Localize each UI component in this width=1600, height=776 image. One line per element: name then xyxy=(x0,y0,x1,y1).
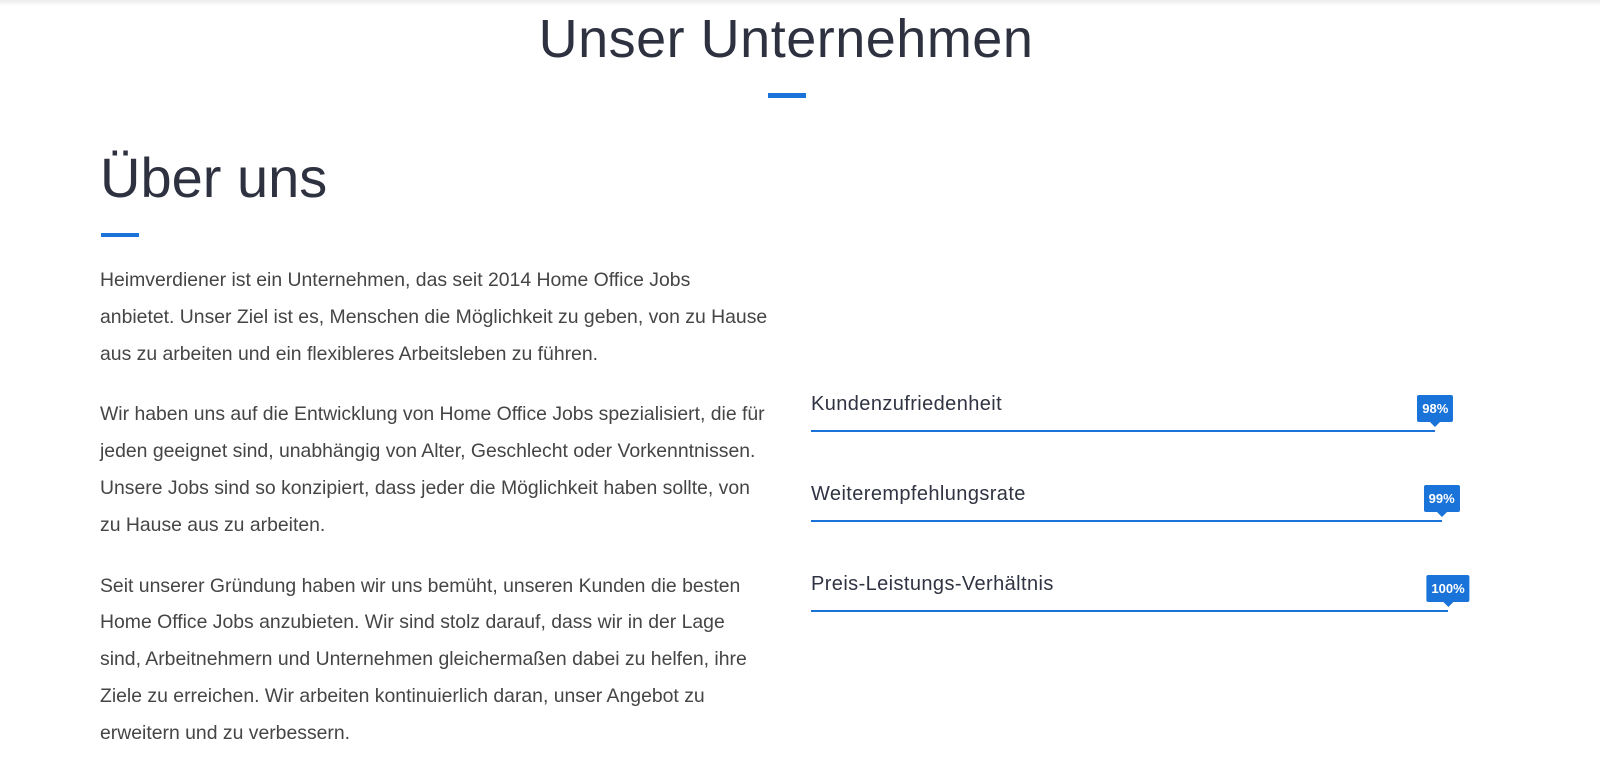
about-paragraph: Wir haben uns auf die Entwicklung von Home Office Jobs spezialisiert, die für jeden geeignet sind, unabhängig von Alter, Geschlecht oder Vorkenntnissen. Unsere Jobs sind so konzipiert, dass jeder die Möglichkeit haben sollte, von zu Hause aus zu arbeiten. xyxy=(100,403,765,536)
skill-label: Kundenzufriedenheit xyxy=(811,393,1003,415)
about-title-underline xyxy=(101,233,139,237)
skill-bars xyxy=(811,390,1471,660)
about-paragraph: Heimverdiener ist ein Unternehmen, das seit 2014 Home Office Jobs anbietet. Unser Ziel ist es, Menschen die Möglichkeit zu geben, von zu Hause aus zu arbeiten und ein flexibleres Arbeitsleben zu führen. xyxy=(100,269,768,365)
top-shadow xyxy=(0,0,1600,6)
about-paragraph: Seit unserer Gründung haben wir uns bemüht, unseren Kunden die besten Home Office Jobs anzubieten. Wir sind stolz darauf, dass wir in der Lage sind, Arbeitnehmern und Unternehmen gleichermaßen dabei zu helfen, ihre Ziele zu erreichen. Wir arbeiten kontinuierlich daran, unser Angebot zu erweitern und zu verbessern. xyxy=(100,574,747,744)
skill-recommendation-rate xyxy=(811,480,1471,570)
skill-percent-badge: 98% xyxy=(1417,395,1453,422)
skill-price-performance xyxy=(811,570,1471,660)
about-text xyxy=(100,262,770,776)
section-title-underline xyxy=(768,93,806,98)
skill-percent-badge: 100% xyxy=(1426,575,1469,602)
section-title: Unser Unternehmen xyxy=(538,9,1034,69)
skill-label: Weiterempfehlungsrate xyxy=(811,483,1026,505)
skill-track xyxy=(811,430,1458,432)
skill-track xyxy=(811,520,1458,522)
skill-progress-fill xyxy=(811,520,1442,522)
skill-label: Preis-Leistungs-Verhältnis xyxy=(811,573,1054,595)
skill-progress-fill xyxy=(811,430,1435,432)
skill-track xyxy=(811,610,1458,612)
about-title: Über uns xyxy=(100,146,328,209)
skill-customer-satisfaction xyxy=(811,390,1471,480)
skill-percent-badge: 99% xyxy=(1424,485,1460,512)
skill-progress-fill xyxy=(811,610,1448,612)
